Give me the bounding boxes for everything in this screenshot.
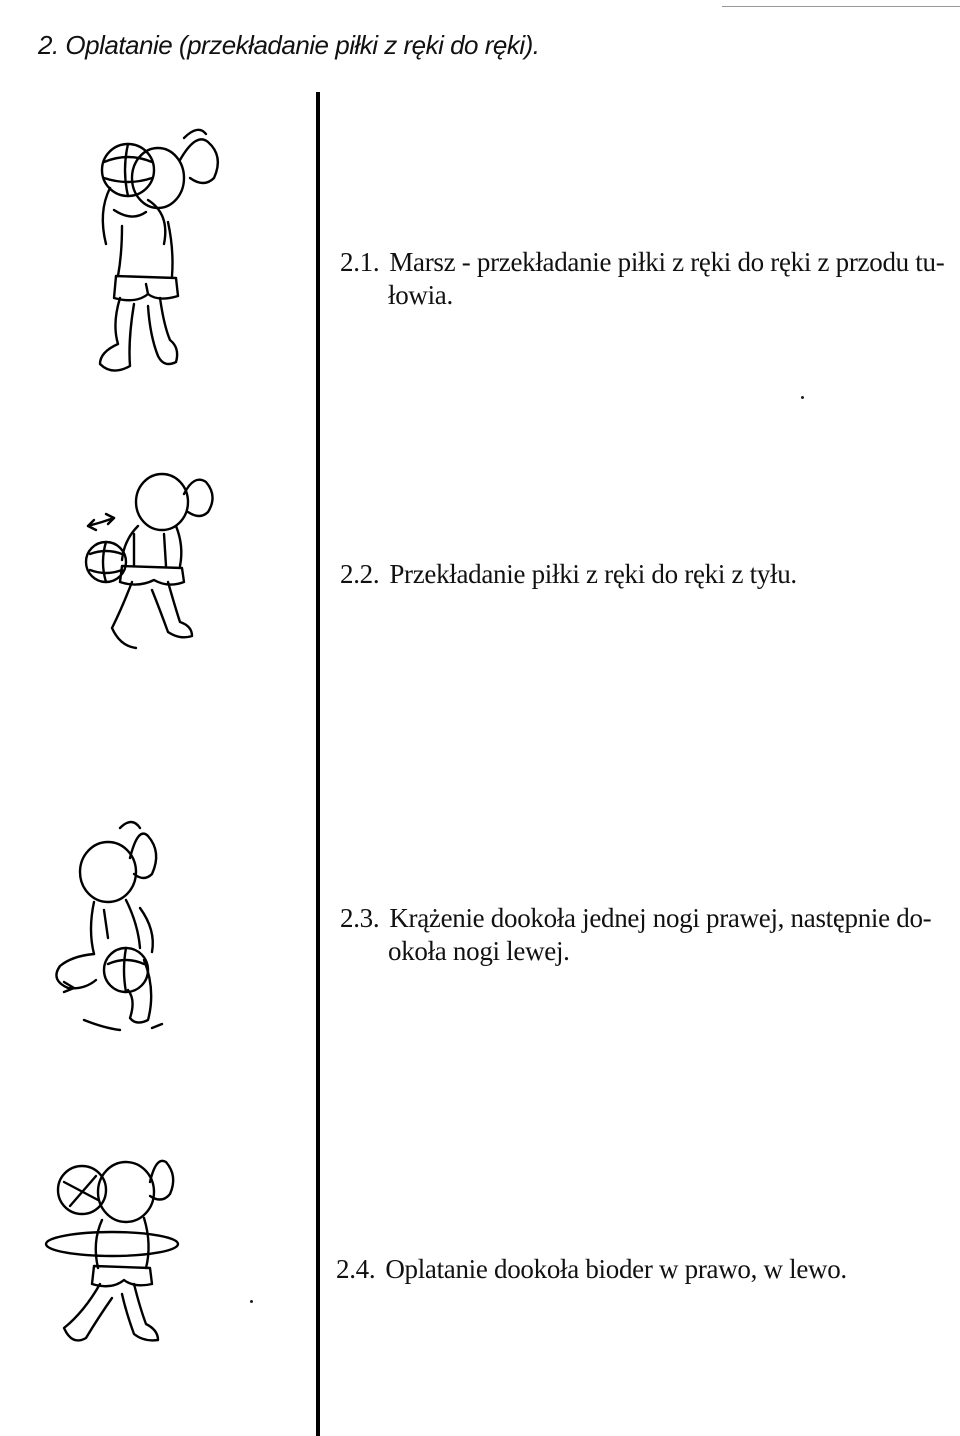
column-divider — [316, 92, 320, 1436]
step-number: 2.3. — [340, 903, 380, 933]
figure-ball-around-hips-icon — [40, 1148, 200, 1358]
figure-ball-behind-back-icon — [76, 470, 226, 670]
step-text-line1: Przekładanie piłki z ręki do ręki z tyłu. — [389, 559, 797, 589]
step-text-line2: łowia. — [388, 280, 453, 310]
figure-ball-around-leg-icon — [44, 820, 194, 1050]
step-number: 2.1. — [340, 247, 380, 277]
step-2-2 — [340, 558, 797, 591]
step-number: 2.4. — [336, 1254, 376, 1284]
figure-ball-in-front-icon — [88, 126, 238, 391]
step-number: 2.2. — [340, 559, 380, 589]
step-2-1 — [340, 246, 944, 312]
step-text-line1: Krążenie dookoła jednej nogi prawej, następnie do- — [389, 903, 932, 933]
page-title: 2. Oplatanie (przekładanie piłki z ręki do ręki). — [38, 30, 540, 60]
step-2-3 — [340, 902, 931, 968]
top-rule — [722, 6, 960, 7]
stray-dot — [801, 396, 804, 399]
step-text-line2: okoła nogi lewej. — [388, 936, 570, 966]
step-text-line1: Oplatanie dookoła bioder w prawo, w lewo. — [385, 1254, 847, 1284]
stray-dot — [250, 1300, 253, 1303]
step-2-4 — [336, 1253, 847, 1286]
step-text-line1: Marsz - przekładanie piłki z ręki do ręki z przodu tu- — [389, 247, 945, 277]
